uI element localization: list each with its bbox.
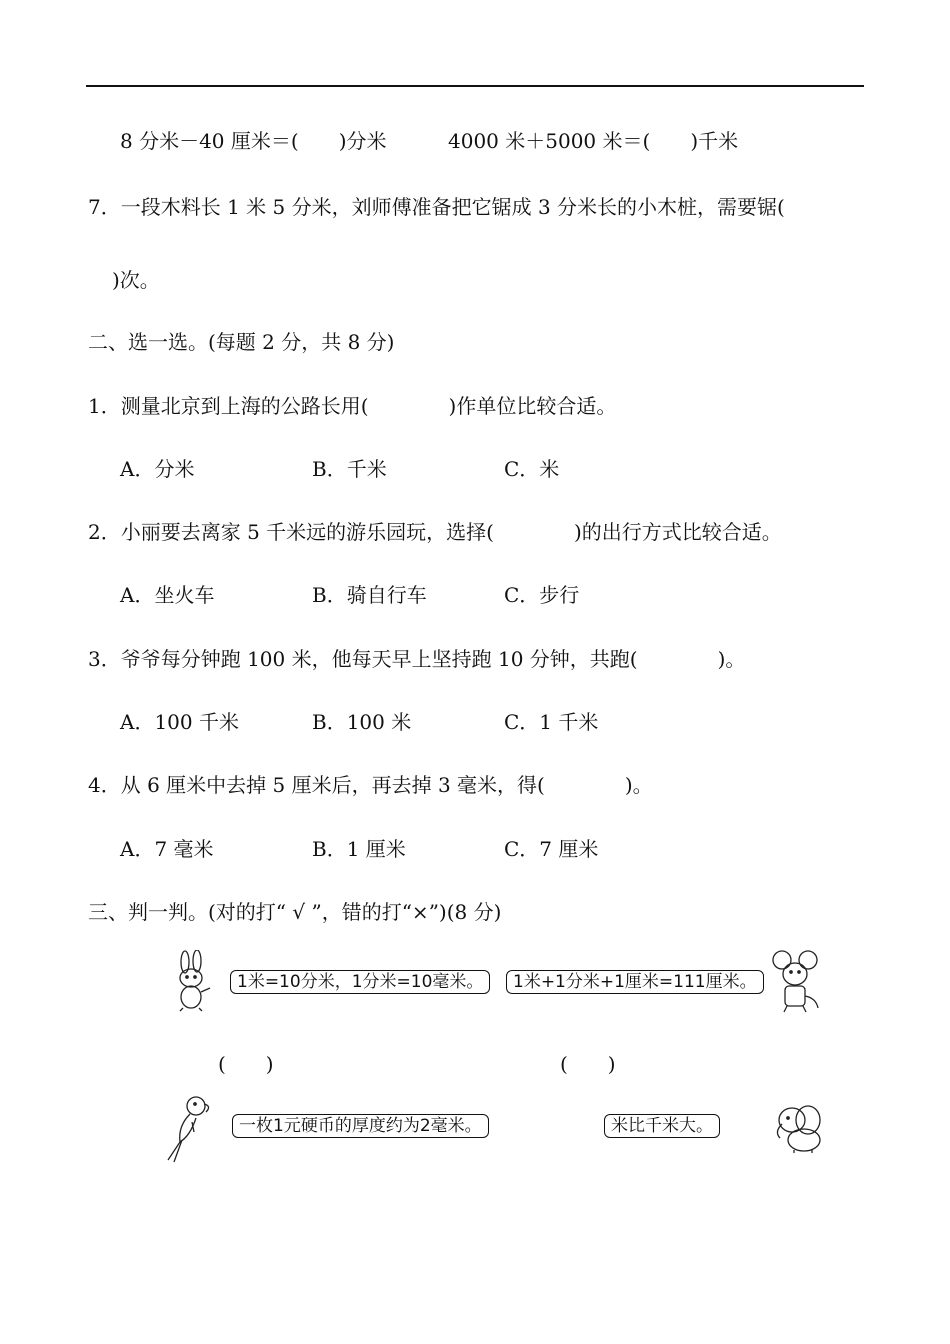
choice-q4: 4．从 6 厘米中去掉 5 厘米后，再去掉 3 毫米，得( )。 bbox=[88, 773, 653, 797]
section-2-title: 二、选一选。(每题 2 分，共 8 分) bbox=[88, 330, 395, 354]
choice-q3: 3．爷爷每分钟跑 100 米，他每天早上坚持跑 10 分钟，共跑( )。 bbox=[88, 647, 746, 671]
fill-line-1a: 8 分米－40 厘米＝( )分米 bbox=[120, 129, 387, 153]
choice-q4-b: B．1 厘米 bbox=[312, 837, 406, 861]
choice-q4-c: C．7 厘米 bbox=[504, 837, 599, 861]
answer-paren-1[interactable]: ( ) bbox=[218, 1052, 274, 1076]
choice-q3-c: C．1 千米 bbox=[504, 710, 599, 734]
mouse-icon bbox=[770, 948, 822, 1014]
choice-q3-a: A．100 千米 bbox=[120, 710, 239, 734]
choice-q1-a: A．分米 bbox=[120, 457, 195, 481]
choice-q1-b: B．千米 bbox=[312, 457, 387, 481]
rabbit-icon bbox=[170, 950, 220, 1012]
question-7: 7．一段木料长 1 米 5 分米，刘师傅准备把它锯成 3 分米长的小木桩，需要锯( bbox=[88, 195, 785, 219]
judge-bubble-2: 1米+1分米+1厘米=111厘米。 bbox=[506, 970, 764, 994]
judge-bubble-4: 米比千米大。 bbox=[604, 1114, 720, 1138]
elephant-icon bbox=[772, 1102, 828, 1154]
choice-q4-a: A．7 毫米 bbox=[120, 837, 214, 861]
header-rule bbox=[86, 85, 864, 87]
answer-paren-2[interactable]: ( ) bbox=[560, 1052, 616, 1076]
choice-q1-c: C．米 bbox=[504, 457, 560, 481]
choice-q3-b: B．100 米 bbox=[312, 710, 412, 734]
choice-q2-b: B．骑自行车 bbox=[312, 583, 427, 607]
question-7-end: )次。 bbox=[112, 268, 160, 292]
choice-q2: 2．小丽要去离家 5 千米远的游乐园玩，选择( )的出行方式比较合适。 bbox=[88, 520, 782, 544]
section-3-title: 三、判一判。(对的打“ √ ”，错的打“×”)(8 分) bbox=[88, 900, 502, 924]
parrot-icon bbox=[160, 1092, 216, 1164]
fill-line-1b: 4000 米＋5000 米＝( )千米 bbox=[448, 129, 739, 153]
choice-q2-c: C．步行 bbox=[504, 583, 580, 607]
choice-q1: 1．测量北京到上海的公路长用( )作单位比较合适。 bbox=[88, 394, 617, 418]
judge-bubble-3: 一枚1元硬币的厚度约为2毫米。 bbox=[232, 1114, 489, 1138]
judge-bubble-1: 1米=10分米，1分米=10毫米。 bbox=[230, 970, 490, 994]
choice-q2-a: A．坐火车 bbox=[120, 583, 215, 607]
